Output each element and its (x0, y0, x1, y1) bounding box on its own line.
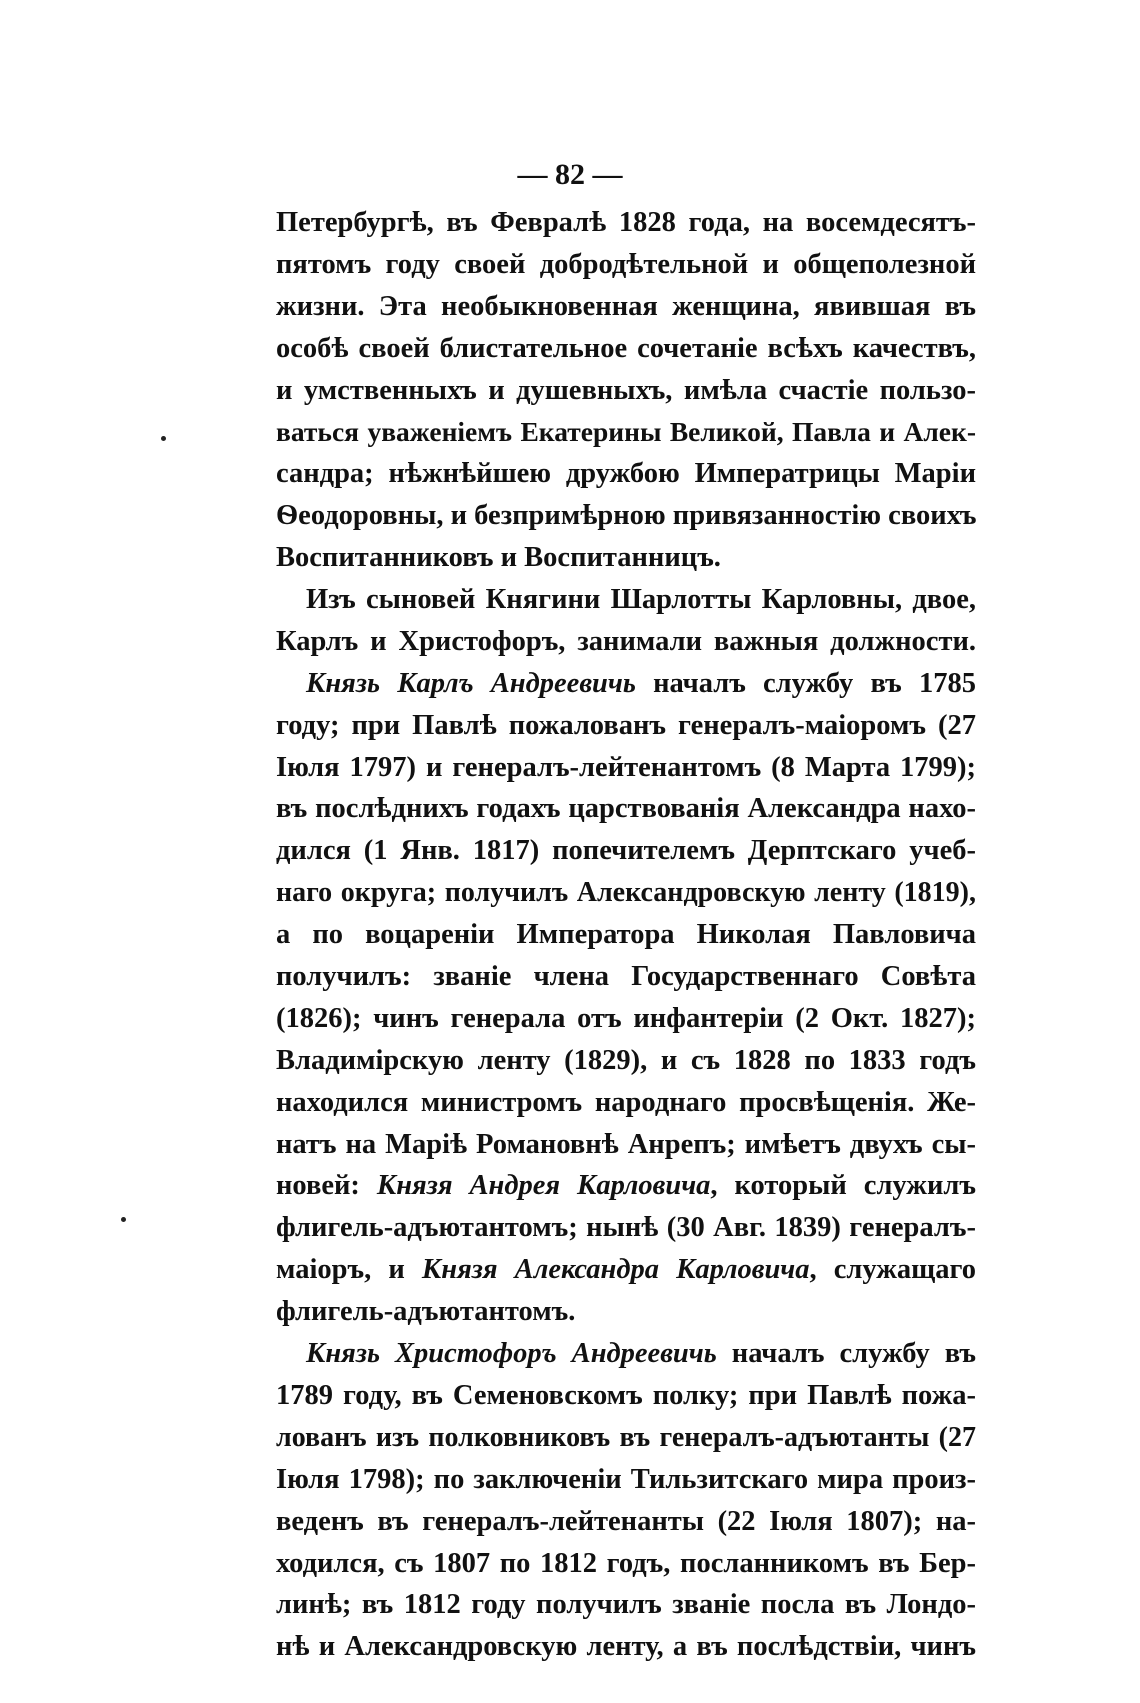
text-line: наго округа; получилъ Александровскую ленту (1819), (276, 877, 976, 909)
text-line: Петербургѣ, въ Февралѣ 1828 года, на восемдесятъ- (276, 207, 976, 238)
text-line: Князь Карлъ Андреевичь началъ службу въ 1785 (306, 667, 976, 699)
text-line: Воспитанниковъ и Воспитанницъ. (276, 542, 721, 574)
text-line: линѣ; въ 1812 году получилъ званіе посла въ Лондо- (276, 1589, 976, 1621)
text-line: ходился, съ 1807 по 1812 годъ, посланникомъ въ Бер- (276, 1547, 976, 1579)
text-line: въ послѣднихъ годахъ царствованія Александра нахо- (276, 793, 976, 825)
text-line: маіоръ, и Князя Александра Карловича, служащаго (276, 1254, 976, 1286)
body-text (276, 202, 976, 1668)
text-line: жизни. Эта необыкновенная женщина, явившая въ (276, 290, 976, 322)
text-line: году; при Павлѣ пожалованъ генералъ-маіоромъ (27 (276, 709, 976, 741)
text-line: лованъ изъ полковниковъ въ генералъ-адъютанты (27 (276, 1421, 976, 1453)
text-line: Изъ сыновей Княгини Шарлотты Карловны, двое, (306, 584, 976, 616)
text-line: и умственныхъ и душевныхъ, имѣла счастіе пользо- (276, 374, 976, 406)
ink-speck (121, 1217, 126, 1222)
text-line: получилъ: званіе члена Государственнаго Совѣта (276, 961, 976, 993)
text-line: дился (1 Янв. 1817) попечителемъ Дерптскаго учеб- (276, 835, 976, 867)
text-line: Князь Христофоръ Андреевичь началъ службу въ (306, 1338, 976, 1370)
text-line: веденъ въ генералъ-лейтенанты (22 Іюля 1807); на- (276, 1505, 976, 1537)
text-line: Іюля 1798); по заключеніи Тильзитскаго мира произ- (276, 1463, 976, 1495)
text-line: натъ на Маріѣ Романовнѣ Анрепъ; имѣетъ двухъ сы- (276, 1128, 976, 1160)
ink-speck (161, 436, 166, 441)
text-line: а по воцареніи Императора Николая Павловича (276, 919, 976, 951)
page-number: — 82 — (517, 158, 623, 191)
text-line: новей: Князя Андрея Карловича, который служилъ (276, 1170, 976, 1202)
text-line: Іюля 1797) и генералъ-лейтенантомъ (8 Марта 1799); (276, 751, 976, 783)
text-line: сандра; нѣжнѣйшею дружбою Императрицы Маріи (276, 458, 976, 490)
text-line: Владимірскую ленту (1829), и съ 1828 по 1833 годъ (276, 1044, 976, 1076)
text-line: флигель-адъютантомъ. (276, 1296, 576, 1328)
text-line: особѣ своей блистательное сочетаніе всѣхъ качествъ, (276, 332, 976, 364)
text-line: находился министромъ народнаго просвѣщенія. Же- (276, 1086, 976, 1118)
text-line: Карлъ и Христофоръ, занимали важныя должности. (276, 625, 976, 657)
text-line: 1789 году, въ Семеновскомъ полку; при Павлѣ пожа- (276, 1379, 976, 1411)
text-line: флигель-адъютантомъ; нынѣ (30 Авг. 1839) генералъ- (276, 1212, 976, 1244)
text-line: пятомъ году своей добродѣтельной и общеполезной (276, 248, 976, 280)
text-line: нѣ и Александровскую ленту, а въ послѣдствіи, чинъ (276, 1631, 976, 1663)
text-line: ваться уваженіемъ Екатерины Великой, Павла и Алек- (276, 416, 976, 448)
text-line: Ѳеодоровны, и безпримѣрною привязанностію своихъ (276, 500, 977, 532)
text-line: (1826); чинъ генерала отъ инфантеріи (2 Окт. 1827); (276, 1002, 976, 1034)
